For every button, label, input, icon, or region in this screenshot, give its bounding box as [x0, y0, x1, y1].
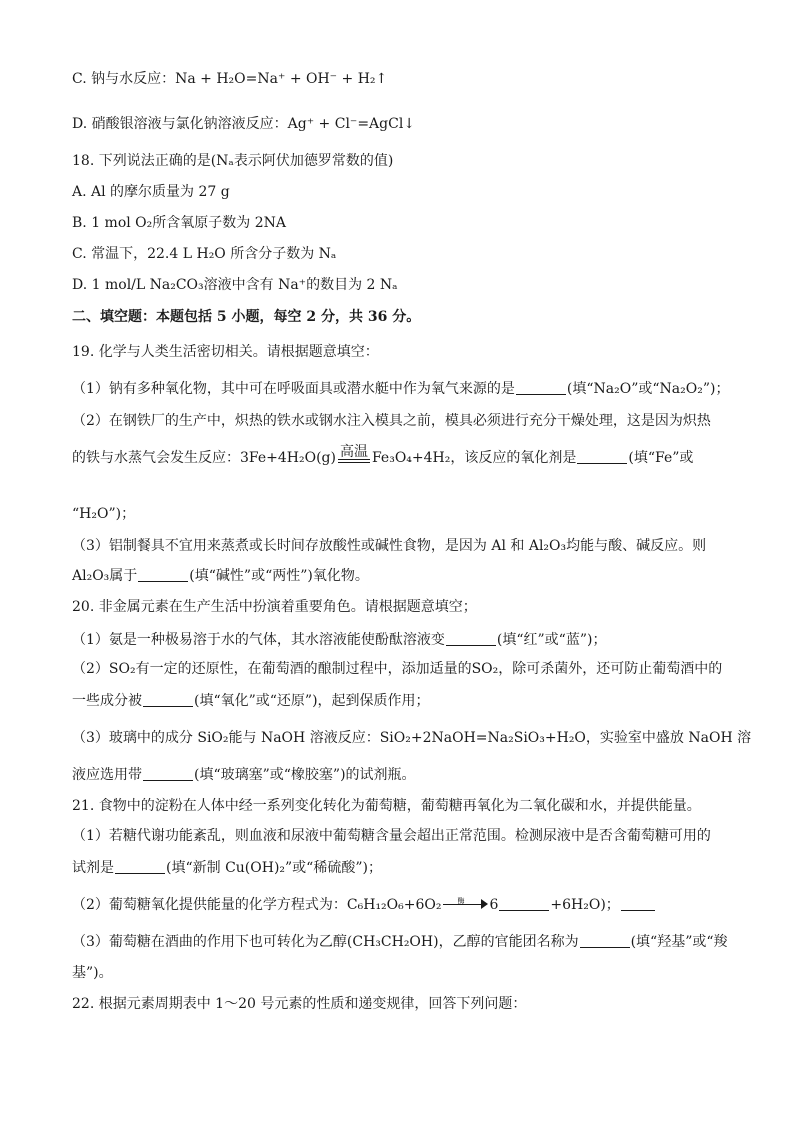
answer-blank[interactable]	[516, 380, 566, 395]
question-text: (填“碱性”或“两性”)氧化物。	[189, 568, 369, 584]
question-text: （3）葡萄糖在酒曲的作用下也可转化为乙醇(CH₃CH₂OH)，乙醇的官能团名称为	[72, 934, 579, 950]
question-text: （1）钠有多种氧化物，其中可在呼吸面具或潜水艇中作为氧气来源的是	[72, 381, 515, 397]
condition-label: 高温	[339, 444, 368, 460]
question-text: (填“新制 Cu(OH)₂”或“稀硫酸”)；	[166, 860, 382, 876]
question-text: (填“氧化”或“还原”)，起到保质作用；	[194, 693, 430, 709]
answer-blank[interactable]	[580, 933, 630, 948]
question-20: 20. 非金属元素在生产生活中扮演着重要角色。请根据题意填空；	[72, 599, 477, 615]
answer-blank[interactable]	[577, 449, 627, 464]
equation: Ag⁺ + Cl⁻=AgCl↓	[287, 116, 416, 132]
question-text: ，该反应的氧化剂是	[450, 450, 577, 466]
question-text: (填“Na₂O”或“Na₂O₂”)；	[566, 381, 730, 397]
equation: SiO₂+2NaOH=Na₂SiO₃+H₂O	[379, 730, 586, 746]
question-text: （2）葡萄糖氧化提供能量的化学方程式为：	[72, 897, 347, 913]
option-18c: C. 常温下，22.4 L H₂O 所含分子数为 Nₐ	[72, 246, 337, 262]
question-21-2	[72, 896, 722, 914]
question-19: 19. 化学与人类生活密切相关。请根据题意填空：	[72, 344, 379, 360]
equation-coefficient: 6	[489, 897, 499, 913]
option-18d: D. 1 mol/L Na₂CO₃溶液中含有 Na⁺的数目为 2 Nₐ	[72, 277, 398, 293]
question-20-1	[72, 631, 722, 649]
question-20-2: （2）SO₂有一定的还原性，在葡萄酒的酿制过程中，添加适量的SO₂，除可杀菌外，还可防止葡萄酒中的	[72, 661, 723, 677]
equation: Na + H₂O=Na⁺ + OH⁻ + H₂↑	[175, 71, 388, 87]
option-17d	[72, 115, 722, 133]
option-17c	[72, 70, 722, 88]
reaction-condition	[338, 445, 370, 467]
question-19-3: （3）铝制餐具不宜用来蒸煮或长时间存放酸性或碱性食物，是因为 Al 和 Al₂O₃均能与酸、碱反应。则	[72, 538, 707, 554]
question-text: 液应选用带	[72, 767, 142, 783]
question-text: ，实验室中盛放 NaOH 溶	[585, 730, 752, 746]
question-text: Al₂O₃属于	[72, 568, 138, 584]
option-label: D. 硝酸银溶液与氯化钠溶液反应：	[72, 116, 288, 132]
answer-blank[interactable]	[143, 692, 193, 707]
answer-blank[interactable]	[621, 896, 655, 911]
question-text: (填“玻璃塞”或“橡胶塞”)的试剂瓶。	[194, 767, 416, 783]
answer-blank[interactable]	[138, 567, 188, 582]
answer-blank[interactable]	[499, 896, 549, 911]
question-22: 22. 根据元素周期表中 1～20 号元素的性质和递变规律，回答下列问题：	[72, 996, 527, 1012]
equation-left: 3Fe+4H₂O(g)	[240, 450, 336, 466]
question-19-2-end: “H₂O”)；	[72, 506, 136, 522]
answer-blank[interactable]	[143, 766, 193, 781]
condition-label: 酶	[457, 897, 465, 905]
question-19-1	[72, 380, 730, 398]
arrow-shaft	[443, 904, 483, 905]
question-text: （1）氨是一种极易溶于水的气体，其水溶液能使酚酞溶液变	[72, 632, 445, 648]
question-19-2-equation-line	[72, 445, 722, 467]
equation-right: Fe₃O₄+4H₂	[371, 450, 451, 466]
question-21-3	[72, 933, 728, 951]
question-21-3-end: 基”)。	[72, 965, 113, 981]
question-text: 一些成分被	[72, 693, 142, 709]
question-text: 试剂是	[72, 860, 114, 876]
arrow-head-icon	[481, 899, 488, 909]
equation-right: +6H₂O)；	[550, 897, 620, 913]
question-text: (填“羟基”或“羧	[630, 934, 728, 950]
reaction-arrow	[443, 898, 487, 912]
option-18a: A. Al 的摩尔质量为 27 g	[72, 184, 230, 200]
question-text: 的铁与水蒸气会发生反应：	[72, 450, 240, 466]
question-20-3	[72, 729, 752, 747]
option-18b: B. 1 mol O₂所含氧原子数为 2NA	[72, 215, 286, 231]
question-text: (填“Fe”或	[628, 450, 694, 466]
equation-left: C₆H₁₂O₆+6O₂	[346, 897, 442, 913]
answer-blank[interactable]	[115, 859, 165, 874]
question-19-3-cont	[72, 567, 722, 585]
question-text: (填“红”或“蓝”)；	[496, 632, 607, 648]
question-21: 21. 食物中的淀粉在人体中经一系列变化转化为葡萄糖，葡萄糖再氧化为二氧化碳和水，并提供能量。	[72, 798, 701, 814]
question-21-1: （1）若糖代谢功能紊乱，则血液和尿液中葡萄糖含量会超出正常范围。检测尿液中是否含葡萄糖可用的	[72, 828, 711, 844]
answer-blank[interactable]	[446, 631, 496, 646]
question-18: 18. 下列说法正确的是(Nₐ表示阿伏加德罗常数的值)	[72, 153, 394, 169]
question-20-3-cont	[72, 766, 722, 784]
question-text: （3）玻璃中的成分 SiO₂能与 NaOH 溶液反应：	[72, 730, 380, 746]
question-20-2-cont	[72, 692, 722, 710]
option-label: C. 钠与水反应：	[72, 71, 176, 87]
question-19-2: （2）在钢铁厂的生产中，炽热的铁水或钢水注入模具之前，模具必须进行充分干燥处理，这是因为炽热	[72, 413, 711, 429]
section-heading: 二、填空题：本题包括 5 小题，每空 2 分，共 36 分。	[72, 309, 421, 325]
question-21-1-cont	[72, 859, 722, 877]
